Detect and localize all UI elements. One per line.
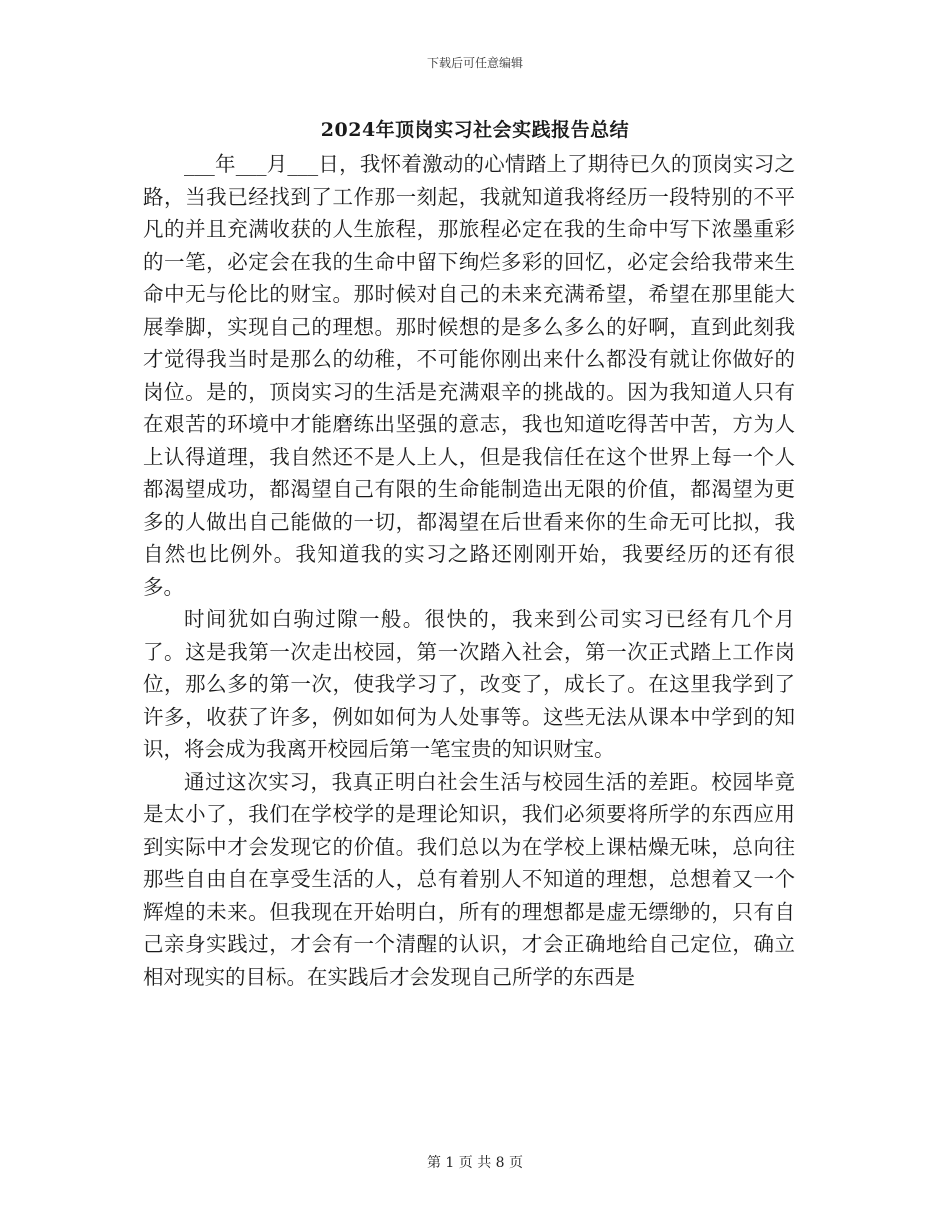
paragraph-1: ___年___月___日，我怀着激动的心情踏上了期待已久的顶岗实习之路，当我已经找到了工作那一刻起，我就知道我将经历一段特别的不平凡的并且充满收获的人生旅程，那旅程必定在我的生命中写下浓墨重彩的一笔，必定会在我的生命中留下绚烂多彩的回忆，必定会给我带来生命中无与伦比的财宝。那时候对自己的未来充满希望，希望在那里能大展拳脚，实现自己的理想。那时候想的是多么多么的好啊，直到此刻我才觉得我当时是那么的幼稚，不可能你刚出来什么都没有就让你做好的岗位。是的，顶岗实习的生活是充满艰辛的挑战的。因为我知道人只有在艰苦的环境中才能磨练出坚强的意志，我也知道吃得苦中苦，方为人上认得道理，我自然还不是人上人，但是我信任在这个世界上每一个人都渴望成功，都渴望自己有限的生命能制造出无限的价值，都渴望为更多的人做出自己能做的一切，都渴望在后世看来你的生命无可比拟，我自然也比例外。我知道我的实习之路还刚刚开始，我要经历的还有很多。: [143, 152, 795, 599]
paragraph-3: 通过这次实习，我真正明白社会生活与校园生活的差距。校园毕竟是太小了，我们在学校学的是理论知识，我们必须要将所学的东西应用到实际中才会发现它的价值。我们总以为在学校上课枯燥无味，总向往那些自由自在享受生活的人，总有着别人不知道的理想，总想着又一个辉煌的未来。但我现在开始明白，所有的理想都是虚无缥缈的，只有自己亲身实践过，才会有一个清醒的认识，才会正确地给自己定位，确立相对现实的目标。在实践后才会发现自己所学的东西是: [143, 769, 795, 989]
document-title: 2024年顶岗实习社会实践报告总结: [320, 119, 630, 141]
paragraph-2: 时间犹如白驹过隙一般。很快的，我来到公司实习已经有几个月了。这是我第一次走出校园，第一次踏入社会，第一次正式踏上工作岗位，那么多的第一次，使我学习了，改变了，成长了。在这里我学到了许多，收获了许多，例如如何为人处事等。这些无法从课本中学到的知识，将会成为我离开校园后第一笔宝贵的知识财宝。: [143, 607, 795, 761]
page-header-note: 下载后可任意编辑: [426, 56, 523, 70]
page-number-footer: 第 1 页 共 8 页: [426, 1155, 524, 1171]
document-body: [143, 148, 795, 993]
